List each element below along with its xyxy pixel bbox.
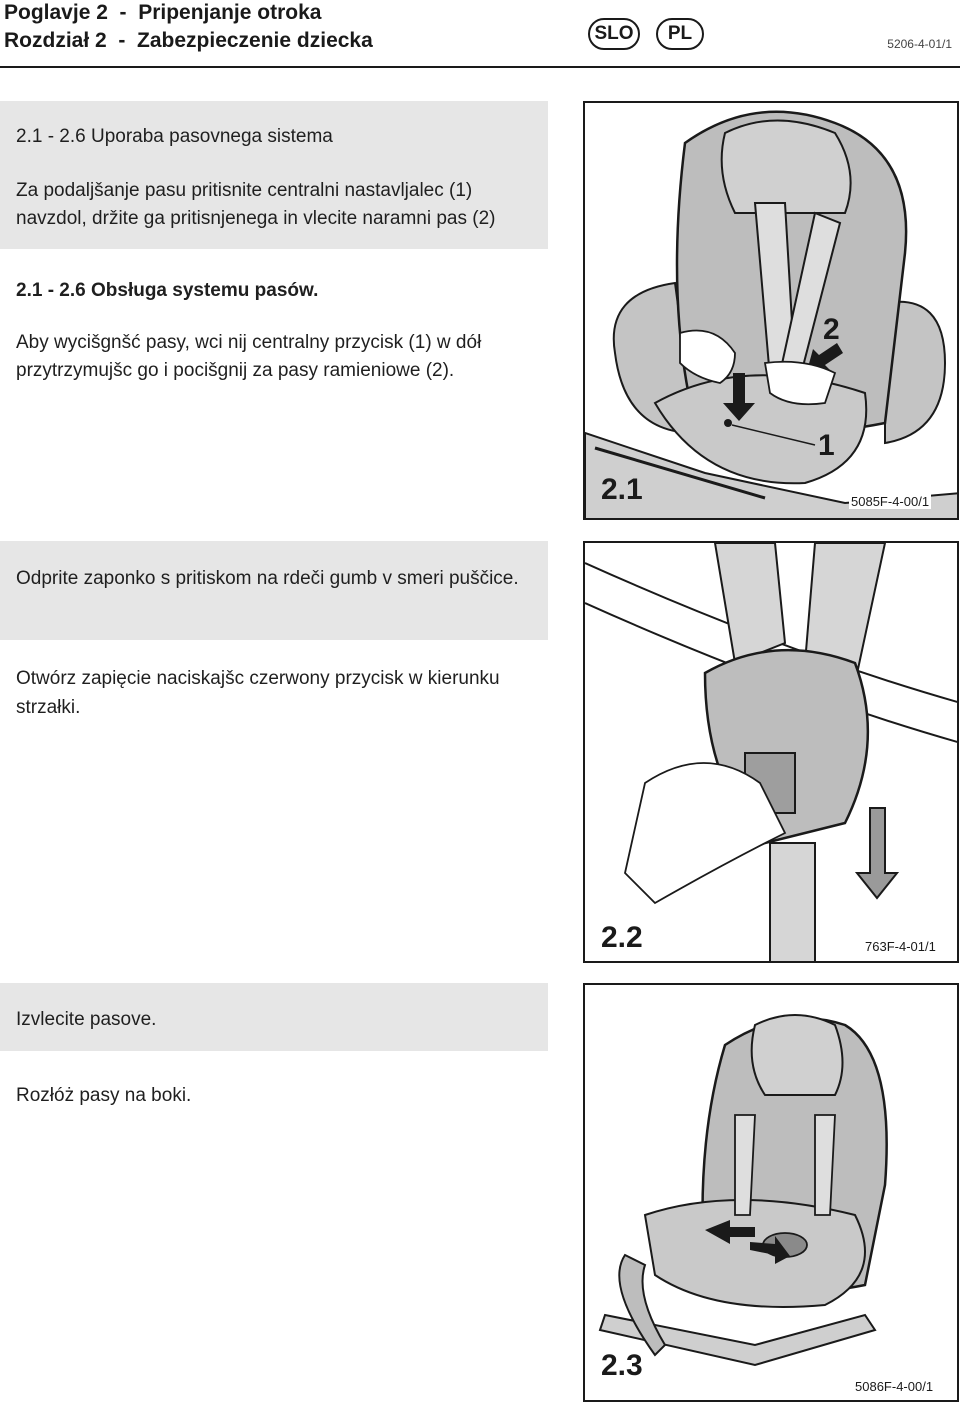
header-divider — [0, 66, 960, 68]
figure-code-2-1: 5085F-4-00/1 — [851, 494, 930, 509]
slo-pull-instruction: Izvlecite pasove. — [16, 1009, 157, 1030]
slo-buckle-instruction: Odprite zaponko s pritiskom na rdeči gumb v smeri puščice. — [16, 568, 519, 589]
pl-instruction-line-2: przytrzymujšc go i pocišgnij za pasy ramieniowe (2). — [16, 360, 455, 381]
seat-harness-illustration — [585, 103, 959, 520]
chapter-title-slo: Poglavje 2 - Pripenjanje otroka — [4, 1, 322, 24]
figure-code-2-3: 5086F-4-00/1 — [855, 1379, 934, 1394]
callout-1: 1 — [818, 429, 835, 462]
pl-instruction-line-1: Aby wycišgnšć pasy, wci nij centralny przycisk (1) w dół — [16, 332, 482, 353]
slo-heading: 2.1 - 2.6 Uporaba pasovnega sistema — [16, 126, 333, 147]
chapter-title-pl: Rozdział 2 - Zabezpieczenie dziecka — [4, 29, 373, 52]
slo-instruction-line-1: Za podaljšanje pasu pritisnite centralni nastavljalec (1) — [16, 180, 473, 201]
slo-instruction-line-2: navzdol, držite ga pritisnjenega in vlecite naramni pas (2) — [16, 208, 496, 229]
document-code: 5206-4-01/1 — [887, 37, 952, 51]
figure-label-2-3: 2.3 — [601, 1349, 643, 1382]
straps-aside-illustration — [585, 985, 959, 1402]
callout-2: 2 — [823, 313, 840, 346]
figure-label-2-1: 2.1 — [601, 473, 643, 506]
figure-label-2-2: 2.2 — [601, 921, 643, 954]
figure-2-1 — [583, 101, 959, 520]
buckle-release-illustration — [585, 543, 959, 963]
language-badge-pl: PL — [656, 18, 704, 50]
language-badge-slo: SLO — [588, 18, 640, 50]
figure-2-2 — [583, 541, 959, 963]
figure-code-2-2: 763F-4-01/1 — [865, 939, 936, 954]
pl-pull-instruction: Rozłóż pasy na boki. — [16, 1085, 192, 1106]
pl-heading: 2.1 - 2.6 Obsługa systemu pasów. — [16, 280, 319, 301]
pl-buckle-instruction: Otwórz zapięcie naciskajšc czerwony przycisk w kierunku strzałki. — [16, 668, 500, 718]
figure-2-3 — [583, 983, 959, 1402]
